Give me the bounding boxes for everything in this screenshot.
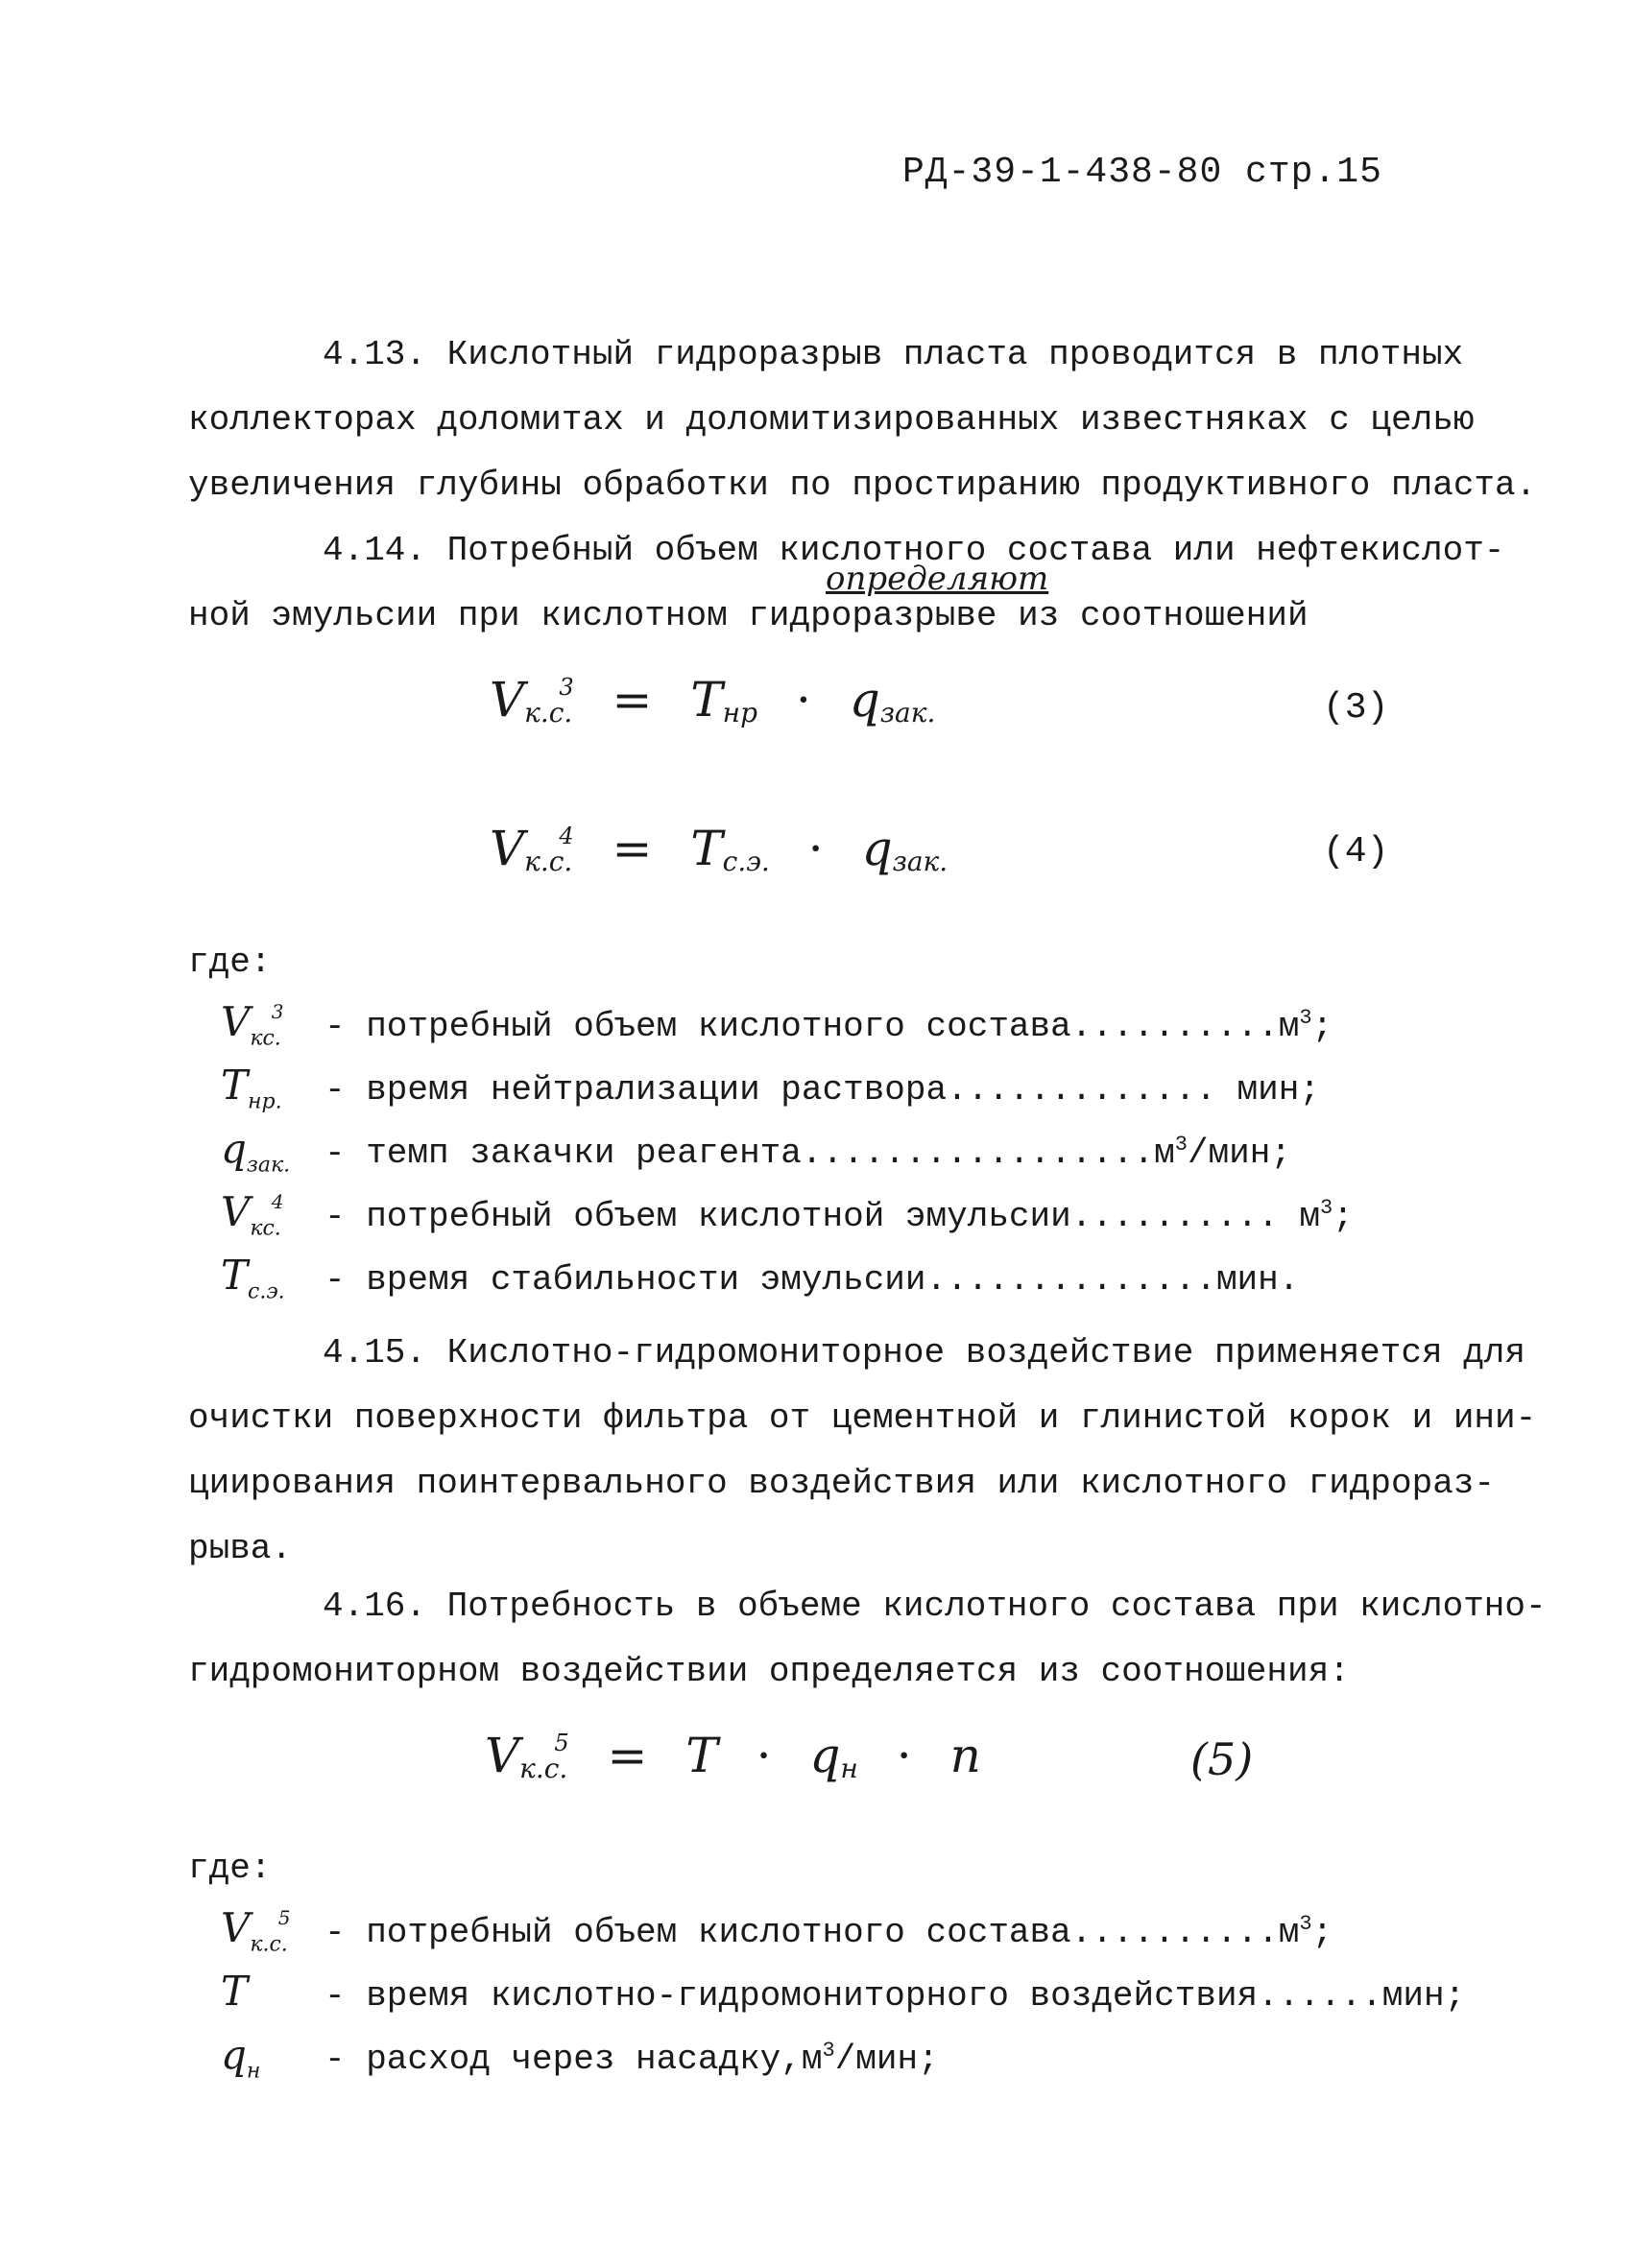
formula-sup: 3 [559,674,574,701]
definition-row [221,998,1354,1062]
definition-symbol [221,1125,324,1177]
symbol-sub: с.э. [248,1279,285,1304]
definition-body: - расход через насадку,м [324,2040,823,2079]
definition-row [221,1968,1465,2031]
definitions-list-2 [221,1904,1465,2094]
definition-body: - потребный объем кислотной эмульсии.......... м [324,1197,1320,1236]
formula-sub: к.с. [524,697,573,728]
symbol-letter: T [221,1062,249,1109]
definition-text [324,1196,1354,1236]
unit-sup: 3 [822,2039,835,2063]
text-line: 4.16. Потребность в объеме кислотного состава при кислотно- [323,1587,1547,1626]
definition-text [324,2039,939,2079]
symbol-sub: н [246,2059,261,2084]
symbol-letter: T [221,1968,249,2015]
definition-symbol [221,1904,324,1956]
definition-tail: ; [1311,1007,1333,1046]
symbol-sup: 5 [277,1906,291,1929]
where-label: где: [188,1849,272,1888]
text-line: циирования поинтервального воздействия или кислотного гидрораз- [188,1464,1496,1503]
formula-lhs: V [490,821,525,876]
definition-body: - время кислотно-гидромониторного воздействия......мин; [324,1976,1466,2016]
paragraph-4-15 [188,1321,1537,1582]
definition-row [221,2031,1465,2094]
definition-text [324,1912,1333,1952]
definition-symbol [221,1252,324,1303]
formula-term: q [809,1728,841,1783]
definition-symbol [221,998,324,1050]
text-line: ной эмульсии при кислотном гидроразрыве из соотношений [188,596,1309,635]
symbol-sub: зак. [246,1153,291,1178]
page-header: РД-39-1-438-80 стр.15 [902,152,1382,193]
definition-symbol [221,1188,324,1240]
formula-op: · [896,1728,912,1783]
formula-sub: нр [722,697,758,728]
formula-sub: н [840,1753,858,1784]
unit-sup: 3 [1299,1912,1312,1936]
definition-symbol [221,1062,324,1113]
definition-text [324,1976,1465,2016]
formula-sup: 4 [559,823,574,849]
definition-symbol [221,1968,324,2015]
text-line: коллекторах доломитах и доломитизированных известняках с целью [188,400,1475,440]
formula-sub: зак. [892,846,949,877]
formula-lhs: V [490,672,525,728]
text-line: очистки поверхности фильтра от цементной и глинистой корок и ини- [188,1398,1537,1438]
text-line: увеличения глубины обработки по простиранию продуктивного пласта. [188,466,1537,505]
formula-term: q [849,672,880,728]
definition-text [324,1133,1291,1173]
text-line: рыва. [188,1529,293,1568]
formula-term: n [949,1728,981,1783]
symbol-sub: к.с. [250,1932,288,1957]
symbol-sub: кс. [250,1216,281,1241]
definition-row [221,1188,1354,1252]
formula-sub: зак. [879,697,936,728]
definition-row [221,1062,1354,1125]
definition-tail: /мин; [1187,1134,1291,1173]
symbol-letter: q [221,2031,247,2078]
definition-body: - темп закачки реагента.................м [324,1134,1175,1173]
formula-sub: к.с. [519,1753,568,1784]
formula-op: · [807,821,824,876]
symbol-letter: V [221,998,251,1045]
formula-op: · [795,672,811,728]
definition-text [324,1006,1333,1046]
symbol-letter: q [221,1125,247,1172]
definition-tail: ; [1311,1913,1333,1952]
symbol-letter: T [221,1252,249,1299]
formula-sub: с.э. [722,846,770,877]
formula-5 [485,1728,981,1784]
definition-tail: ; [1333,1197,1354,1236]
text-line: гидромониторном воздействии определяется из соотношения: [188,1652,1350,1691]
symbol-sup: 4 [271,1190,284,1213]
definition-row [221,1125,1354,1188]
symbol-sup: 3 [271,1000,284,1023]
equation-number-3: (3) [1323,687,1389,728]
definition-body: - потребный объем кислотного состава..........м [324,1007,1300,1046]
definition-row [221,1904,1465,1968]
definition-body: - потребный объем кислотного состава..........м [324,1913,1300,1952]
text-line: 4.13. Кислотный гидроразрыв пласта проводится в плотных [323,335,1464,374]
definition-body: - время стабильности эмульсии..............мин. [324,1260,1300,1300]
formula-term: T [685,1728,718,1783]
unit-sup: 3 [1299,1006,1312,1030]
handwritten-insert: определяют [826,560,1049,598]
formula-op: · [756,1728,772,1783]
unit-sup: 3 [1174,1133,1188,1157]
equation-number-4: (4) [1323,831,1389,872]
symbol-sub: кс. [250,1026,281,1051]
formula-lhs: V [485,1728,520,1783]
formula-op: = [607,1728,648,1783]
text-line: 4.14. Потребный объем кислотного состава или нефтекислот- [323,531,1505,570]
definition-tail: /мин; [834,2040,939,2079]
formula-4 [490,821,948,877]
definition-text [324,1260,1299,1300]
formula-op: = [612,672,653,728]
paragraph-4-13 [188,322,1537,518]
formula-term: T [690,821,723,876]
equation-number-5: (5) [1190,1733,1254,1785]
paragraph-4-16 [188,1574,1547,1705]
formula-sup: 5 [554,1730,569,1756]
symbol-sub: нр. [248,1089,282,1114]
definition-text [324,1070,1320,1110]
formula-term: T [690,672,723,728]
definition-row [221,1252,1354,1315]
unit-sup: 3 [1319,1196,1333,1220]
definition-symbol [221,2031,324,2083]
formula-term: q [861,821,893,876]
definition-body: - время нейтрализации раствора............. мин; [324,1070,1320,1110]
text-line: 4.15. Кислотно-гидромониторное воздействие применяется для [323,1333,1526,1373]
symbol-letter: V [221,1904,251,1951]
definitions-list-1 [221,998,1354,1315]
formula-op: = [612,821,653,876]
formula-sub: к.с. [524,846,573,877]
formula-3 [490,672,935,728]
symbol-letter: V [221,1188,251,1235]
where-label: где: [188,943,272,982]
